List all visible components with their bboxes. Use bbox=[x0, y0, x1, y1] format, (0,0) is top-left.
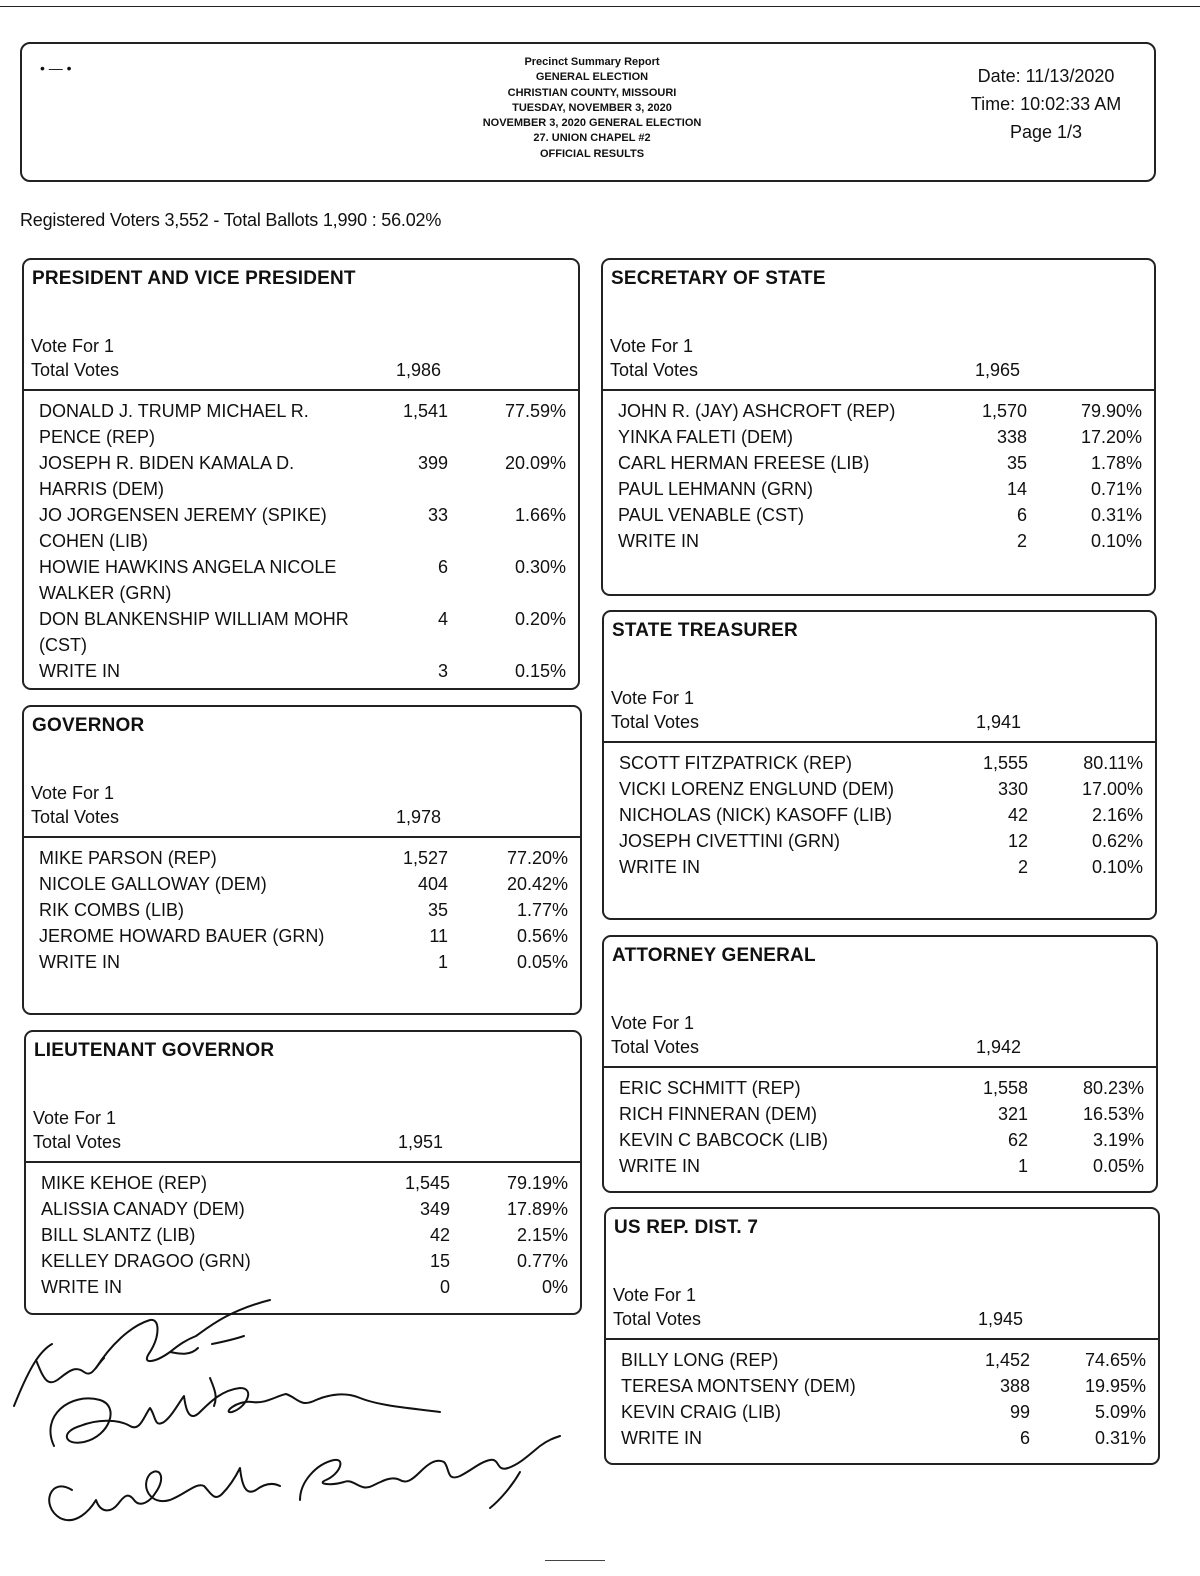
candidate-name: WRITE IN bbox=[619, 857, 700, 877]
candidate-votes: 35 bbox=[427, 900, 448, 920]
candidate-percent: 0.31% bbox=[1094, 1428, 1146, 1448]
candidate-row bbox=[603, 476, 1154, 502]
candidate-percent: 0.15% bbox=[514, 661, 566, 681]
candidate-votes: 99 bbox=[1009, 1402, 1030, 1422]
total-votes-label: Total Votes bbox=[611, 712, 700, 732]
candidate-name: WRITE IN bbox=[619, 1156, 700, 1176]
candidate-votes: 1,570 bbox=[981, 401, 1027, 421]
race-divider bbox=[603, 389, 1154, 391]
candidate-name: RIK COMBS (LIB) bbox=[39, 900, 185, 920]
total-votes-label: Total Votes bbox=[31, 807, 120, 827]
registered-voters-summary: Registered Voters 3,552 - Total Ballots 1,990 : 56.02% bbox=[20, 210, 442, 230]
candidate-votes: 6 bbox=[1016, 505, 1027, 525]
signatures-image bbox=[0, 1296, 600, 1556]
vote-for-label: Vote For 1 bbox=[613, 1285, 697, 1305]
candidate-name: PAUL LEHMANN (GRN) bbox=[618, 479, 814, 499]
race-title: PRESIDENT AND VICE PRESIDENT bbox=[32, 268, 356, 289]
candidate-votes: 35 bbox=[1006, 453, 1027, 473]
candidate-name: JOHN R. (JAY) ASHCROFT (REP) bbox=[618, 401, 896, 421]
candidate-row bbox=[24, 554, 578, 606]
candidate-votes: 2 bbox=[1017, 857, 1028, 877]
candidate-votes: 62 bbox=[1007, 1130, 1028, 1150]
candidate-row bbox=[24, 949, 580, 975]
report-title-block bbox=[322, 55, 862, 162]
total-votes-value: 1,945 bbox=[978, 1309, 1024, 1329]
top-edge-line bbox=[0, 6, 1200, 7]
candidate-votes: 2 bbox=[1016, 531, 1027, 551]
candidate-percent: 20.09% bbox=[504, 453, 566, 473]
candidate-votes: 42 bbox=[1007, 805, 1028, 825]
candidate-row bbox=[603, 502, 1154, 528]
race-divider bbox=[26, 1161, 580, 1163]
candidate-list bbox=[24, 398, 578, 684]
vote-for-label: Vote For 1 bbox=[31, 783, 115, 803]
candidate-percent: 0.77% bbox=[516, 1251, 568, 1271]
candidate-name: HOWIE HAWKINS ANGELA NICOLE WALKER (GRN) bbox=[39, 557, 337, 603]
candidate-row bbox=[24, 606, 578, 658]
candidate-row bbox=[604, 1075, 1156, 1101]
candidate-row bbox=[604, 1101, 1156, 1127]
candidate-percent: 1.77% bbox=[516, 900, 568, 920]
candidate-votes: 0 bbox=[439, 1277, 450, 1297]
candidate-name: RICH FINNERAN (DEM) bbox=[619, 1104, 817, 1124]
candidate-list bbox=[604, 1075, 1156, 1179]
candidate-votes: 1 bbox=[437, 952, 448, 972]
report-meta bbox=[946, 62, 1146, 146]
vote-for-label: Vote For 1 bbox=[610, 336, 694, 356]
candidate-percent: 0.05% bbox=[1092, 1156, 1144, 1176]
race-divider bbox=[606, 1338, 1158, 1340]
candidate-percent: 1.66% bbox=[514, 505, 566, 525]
candidate-percent: 17.00% bbox=[1081, 779, 1143, 799]
race-title: STATE TREASURER bbox=[612, 620, 798, 641]
candidate-name: PAUL VENABLE (CST) bbox=[618, 505, 805, 525]
candidate-row bbox=[603, 450, 1154, 476]
candidate-name: KEVIN C BABCOCK (LIB) bbox=[619, 1130, 829, 1150]
race-president-and-vice-president bbox=[22, 258, 580, 690]
candidate-percent: 5.09% bbox=[1094, 1402, 1146, 1422]
report-time: Time: 10:02:33 AM bbox=[970, 94, 1122, 114]
candidate-row bbox=[604, 1153, 1156, 1179]
candidate-votes: 33 bbox=[427, 505, 448, 525]
total-votes-value: 1,942 bbox=[976, 1037, 1022, 1057]
report-header bbox=[20, 42, 1156, 182]
candidate-votes: 388 bbox=[999, 1376, 1030, 1396]
candidate-percent: 0% bbox=[541, 1277, 568, 1297]
candidate-percent: 0.62% bbox=[1091, 831, 1143, 851]
race-divider bbox=[604, 1066, 1156, 1068]
candidate-row bbox=[606, 1347, 1158, 1373]
candidate-name: MIKE KEHOE (REP) bbox=[41, 1173, 208, 1193]
candidate-row bbox=[26, 1170, 580, 1196]
candidate-percent: 74.65% bbox=[1084, 1350, 1146, 1370]
candidate-name: NICHOLAS (NICK) KASOFF (LIB) bbox=[619, 805, 893, 825]
candidate-name: JEROME HOWARD BAUER (GRN) bbox=[39, 926, 325, 946]
race-title: GOVERNOR bbox=[32, 715, 145, 736]
candidate-votes: 1,541 bbox=[402, 401, 448, 421]
total-votes-value: 1,986 bbox=[396, 360, 442, 380]
candidate-percent: 16.53% bbox=[1082, 1104, 1144, 1124]
candidate-votes: 1,527 bbox=[402, 848, 448, 868]
race-state-treasurer bbox=[602, 610, 1157, 920]
candidate-name: TERESA MONTSENY (DEM) bbox=[621, 1376, 856, 1396]
total-votes-label: Total Votes bbox=[610, 360, 699, 380]
election-full-name: NOVEMBER 3, 2020 GENERAL ELECTION bbox=[482, 117, 702, 130]
candidate-row bbox=[26, 1196, 580, 1222]
candidate-row bbox=[604, 828, 1155, 854]
candidate-name: MIKE PARSON (REP) bbox=[39, 848, 217, 868]
candidate-row bbox=[24, 923, 580, 949]
candidate-list bbox=[26, 1170, 580, 1300]
candidate-votes: 1,545 bbox=[404, 1173, 450, 1193]
candidate-name: WRITE IN bbox=[621, 1428, 702, 1448]
candidate-name: BILL SLANTZ (LIB) bbox=[41, 1225, 196, 1245]
election-date: TUESDAY, NOVEMBER 3, 2020 bbox=[512, 101, 672, 114]
candidate-row bbox=[24, 658, 578, 684]
race-attorney-general bbox=[602, 935, 1158, 1193]
candidate-votes: 11 bbox=[429, 926, 448, 946]
candidate-votes: 338 bbox=[996, 427, 1027, 447]
race-divider bbox=[24, 389, 578, 391]
candidate-row bbox=[604, 750, 1155, 776]
candidate-percent: 3.19% bbox=[1092, 1130, 1144, 1150]
candidate-name: JOSEPH R. BIDEN KAMALA D. HARRIS (DEM) bbox=[39, 453, 295, 499]
candidate-votes: 399 bbox=[417, 453, 448, 473]
race-divider bbox=[24, 836, 580, 838]
candidate-percent: 17.89% bbox=[506, 1199, 568, 1219]
candidate-row bbox=[604, 802, 1155, 828]
candidate-percent: 0.30% bbox=[514, 557, 566, 577]
candidate-percent: 0.31% bbox=[1090, 505, 1142, 525]
candidate-percent: 19.95% bbox=[1084, 1376, 1146, 1396]
vote-for-label: Vote For 1 bbox=[33, 1108, 117, 1128]
candidate-row bbox=[603, 528, 1154, 554]
candidate-name: ALISSIA CANADY (DEM) bbox=[41, 1199, 245, 1219]
candidate-name: CARL HERMAN FREESE (LIB) bbox=[618, 453, 870, 473]
candidate-name: JOSEPH CIVETTINI (GRN) bbox=[619, 831, 841, 851]
report-title: Precinct Summary Report bbox=[524, 56, 660, 68]
candidate-votes: 12 bbox=[1007, 831, 1028, 851]
race-lieutenant-governor bbox=[24, 1030, 582, 1315]
candidate-percent: 1.78% bbox=[1090, 453, 1142, 473]
election-name: GENERAL ELECTION bbox=[535, 71, 649, 84]
candidate-name: WRITE IN bbox=[39, 661, 120, 681]
race-divider bbox=[604, 741, 1155, 743]
scan-marks: • — • bbox=[40, 60, 72, 76]
candidate-row bbox=[24, 871, 580, 897]
candidate-list bbox=[604, 750, 1155, 880]
candidate-name: ERIC SCHMITT (REP) bbox=[619, 1078, 801, 1098]
candidate-votes: 15 bbox=[429, 1251, 450, 1271]
candidate-row bbox=[24, 897, 580, 923]
candidate-name: WRITE IN bbox=[39, 952, 120, 972]
candidate-percent: 20.42% bbox=[506, 874, 568, 894]
candidate-name: BILLY LONG (REP) bbox=[621, 1350, 779, 1370]
page-number: Page 1/3 bbox=[1009, 122, 1083, 142]
county-name: CHRISTIAN COUNTY, MISSOURI bbox=[507, 86, 677, 99]
race-us-rep-dist-7 bbox=[604, 1207, 1160, 1465]
report-date: Date: 11/13/2020 bbox=[977, 66, 1115, 86]
candidate-percent: 0.05% bbox=[516, 952, 568, 972]
total-votes-label: Total Votes bbox=[611, 1037, 700, 1057]
race-secretary-of-state bbox=[601, 258, 1156, 596]
candidate-percent: 0.10% bbox=[1090, 531, 1142, 551]
candidate-votes: 404 bbox=[417, 874, 448, 894]
candidate-percent: 79.19% bbox=[506, 1173, 568, 1193]
race-title: LIEUTENANT GOVERNOR bbox=[34, 1040, 275, 1061]
candidate-name: VICKI LORENZ ENGLUND (DEM) bbox=[619, 779, 895, 799]
candidate-votes: 1 bbox=[1017, 1156, 1028, 1176]
candidate-row bbox=[604, 854, 1155, 880]
candidate-votes: 1,558 bbox=[982, 1078, 1028, 1098]
candidate-votes: 6 bbox=[437, 557, 448, 577]
results-status: OFFICIAL RESULTS bbox=[539, 147, 645, 160]
candidate-list bbox=[603, 398, 1154, 554]
bottom-edge-mark bbox=[545, 1560, 605, 1561]
candidate-row bbox=[606, 1399, 1158, 1425]
candidate-row bbox=[604, 1127, 1156, 1153]
candidate-row bbox=[603, 398, 1154, 424]
candidate-row bbox=[603, 424, 1154, 450]
candidate-name: SCOTT FITZPATRICK (REP) bbox=[619, 753, 852, 773]
total-votes-value: 1,965 bbox=[975, 360, 1021, 380]
total-votes-label: Total Votes bbox=[31, 360, 120, 380]
candidate-votes: 4 bbox=[437, 609, 448, 629]
candidate-votes: 3 bbox=[437, 661, 448, 681]
candidate-row bbox=[24, 450, 578, 502]
candidate-votes: 349 bbox=[419, 1199, 450, 1219]
race-title: SECRETARY OF STATE bbox=[611, 268, 826, 289]
total-votes-value: 1,951 bbox=[398, 1132, 444, 1152]
race-title: ATTORNEY GENERAL bbox=[612, 945, 816, 966]
candidate-percent: 2.15% bbox=[516, 1225, 568, 1245]
candidate-row bbox=[24, 845, 580, 871]
race-title: US REP. DIST. 7 bbox=[614, 1217, 759, 1238]
candidate-name: YINKA FALETI (DEM) bbox=[618, 427, 794, 447]
candidate-percent: 0.20% bbox=[514, 609, 566, 629]
precinct-name: 27. UNION CHAPEL #2 bbox=[533, 132, 651, 145]
candidate-percent: 77.20% bbox=[506, 848, 568, 868]
candidate-votes: 321 bbox=[997, 1104, 1028, 1124]
candidate-percent: 0.56% bbox=[516, 926, 568, 946]
candidate-percent: 80.23% bbox=[1082, 1078, 1144, 1098]
candidate-row bbox=[26, 1248, 580, 1274]
candidate-percent: 80.11% bbox=[1083, 753, 1143, 773]
candidate-name: DON BLANKENSHIP WILLIAM MOHR (CST) bbox=[39, 609, 349, 655]
candidate-row bbox=[606, 1373, 1158, 1399]
candidate-votes: 42 bbox=[429, 1225, 450, 1245]
race-governor bbox=[22, 705, 582, 1015]
candidate-votes: 1,555 bbox=[982, 753, 1028, 773]
candidate-percent: 2.16% bbox=[1091, 805, 1143, 825]
candidate-row bbox=[24, 398, 578, 450]
candidate-percent: 0.10% bbox=[1091, 857, 1143, 877]
candidate-percent: 79.90% bbox=[1080, 401, 1142, 421]
candidate-name: KEVIN CRAIG (LIB) bbox=[621, 1402, 782, 1422]
candidate-votes: 1,452 bbox=[984, 1350, 1030, 1370]
candidate-name: NICOLE GALLOWAY (DEM) bbox=[39, 874, 267, 894]
total-votes-value: 1,941 bbox=[976, 712, 1022, 732]
candidate-name: DONALD J. TRUMP MICHAEL R. PENCE (REP) bbox=[39, 401, 309, 447]
candidate-name: KELLEY DRAGOO (GRN) bbox=[41, 1251, 251, 1271]
candidate-row bbox=[604, 776, 1155, 802]
candidate-row bbox=[26, 1222, 580, 1248]
candidate-percent: 77.59% bbox=[504, 401, 566, 421]
candidate-row bbox=[24, 502, 578, 554]
vote-for-label: Vote For 1 bbox=[611, 1013, 695, 1033]
candidate-name: WRITE IN bbox=[41, 1277, 122, 1297]
candidate-list bbox=[606, 1347, 1158, 1451]
total-votes-label: Total Votes bbox=[613, 1309, 702, 1329]
vote-for-label: Vote For 1 bbox=[31, 336, 115, 356]
candidate-percent: 17.20% bbox=[1080, 427, 1142, 447]
candidate-votes: 330 bbox=[997, 779, 1028, 799]
vote-for-label: Vote For 1 bbox=[611, 688, 695, 708]
total-votes-value: 1,978 bbox=[396, 807, 442, 827]
total-votes-label: Total Votes bbox=[33, 1132, 122, 1152]
candidate-row bbox=[606, 1425, 1158, 1451]
candidate-name: WRITE IN bbox=[618, 531, 699, 551]
candidate-list bbox=[24, 845, 580, 975]
candidate-percent: 0.71% bbox=[1090, 479, 1142, 499]
candidate-votes: 6 bbox=[1019, 1428, 1030, 1448]
candidate-votes: 14 bbox=[1006, 479, 1027, 499]
candidate-name: JO JORGENSEN JEREMY (SPIKE) COHEN (LIB) bbox=[39, 505, 327, 551]
